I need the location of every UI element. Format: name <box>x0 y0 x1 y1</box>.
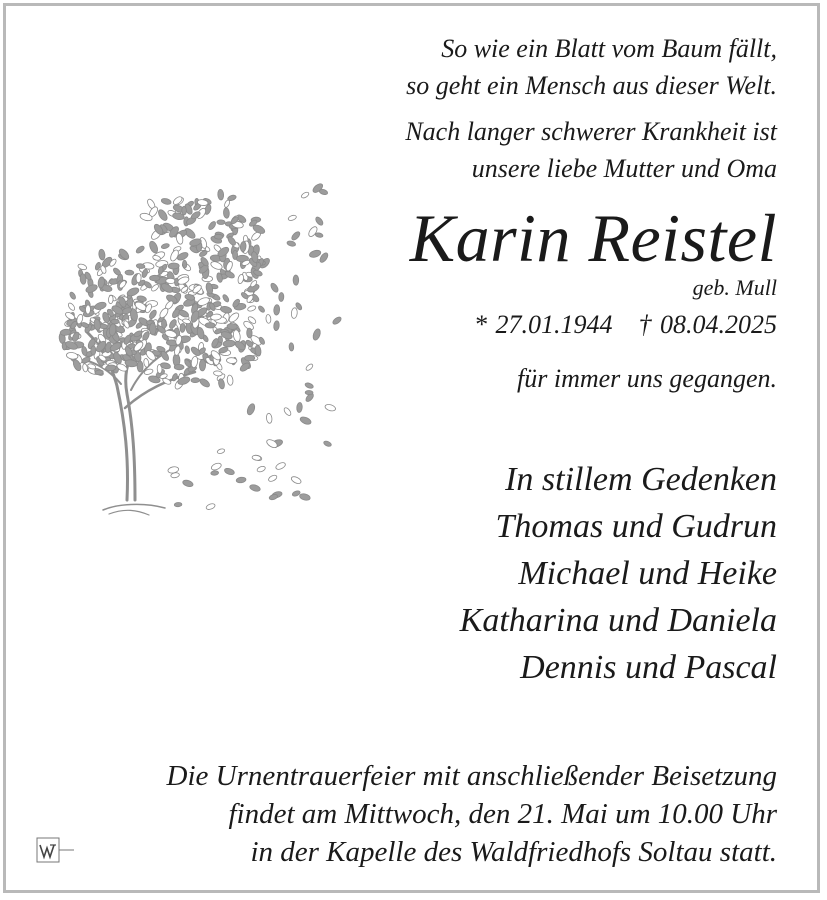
leaf <box>143 358 149 367</box>
leaf <box>217 448 225 454</box>
leaf <box>150 283 159 292</box>
verse-line-1: So wie ein Blatt vom Baum fällt, <box>441 34 777 63</box>
service-line-1: Die Urnentrauerfeier mit anschließender Beisetzung <box>166 760 777 792</box>
leaf <box>136 263 145 268</box>
leaf <box>135 245 145 255</box>
leaf <box>218 378 225 389</box>
leaf <box>286 240 296 247</box>
leaf <box>323 440 332 447</box>
leaf <box>309 249 322 259</box>
leaf <box>304 382 314 389</box>
intro-text <box>405 113 777 187</box>
leaf <box>249 484 261 493</box>
leaf <box>223 208 230 219</box>
leaf <box>168 263 179 269</box>
leaf <box>182 479 194 488</box>
mourners-block <box>460 456 777 691</box>
leaf <box>171 373 178 382</box>
leaf <box>223 340 236 348</box>
leaf <box>182 206 187 215</box>
leaf <box>85 283 99 294</box>
leaf <box>227 194 237 202</box>
leaf <box>268 474 278 483</box>
leaf <box>217 220 225 225</box>
leaf <box>64 311 76 321</box>
life-dates <box>474 307 777 343</box>
maiden-name: geb. Mull <box>692 275 777 300</box>
publisher-logo-icon <box>36 836 76 866</box>
service-line-3: in der Kapelle des Waldfriedhofs Soltau statt. <box>250 836 777 868</box>
leaf <box>77 263 87 271</box>
verse <box>406 30 777 104</box>
intro-line-1: Nach langer schwerer Krankheit ist <box>405 117 777 146</box>
leaf <box>227 375 234 386</box>
leaf <box>314 216 324 227</box>
leaf <box>245 355 255 361</box>
leaf <box>190 356 198 368</box>
leaf <box>182 260 187 268</box>
leaf <box>207 220 217 231</box>
leaf <box>137 361 143 372</box>
mourner-name: Michael und Heike <box>518 555 777 592</box>
leaf <box>290 475 302 485</box>
leaf <box>172 195 183 206</box>
leaf <box>246 403 256 416</box>
service-notice <box>167 757 778 871</box>
leaf <box>222 294 230 303</box>
leaf <box>299 416 312 426</box>
leaf <box>149 323 156 335</box>
leaf <box>324 403 336 412</box>
leaf <box>247 328 253 338</box>
leaf <box>224 467 235 476</box>
mourners-heading: In stillem Gedenken <box>505 461 777 498</box>
leaf <box>125 270 134 275</box>
leaf <box>265 438 278 449</box>
leaf <box>108 295 113 304</box>
mourner-name: Thomas und Gudrun <box>495 508 777 545</box>
windblown-tree-icon <box>45 158 345 520</box>
leaf <box>332 316 343 326</box>
leaf <box>252 455 261 461</box>
leaf <box>199 359 206 371</box>
leaf <box>296 402 302 412</box>
leaf <box>69 291 77 300</box>
birth-date: * 27.01.1944 <box>474 310 613 339</box>
leaf <box>111 319 119 324</box>
leaf <box>279 292 284 301</box>
leaf <box>198 377 210 388</box>
leaf <box>288 214 297 221</box>
leaf <box>227 323 238 330</box>
leaf <box>266 314 272 323</box>
leaf <box>213 370 222 376</box>
leaf <box>191 378 200 383</box>
leaf <box>158 307 169 319</box>
leaf <box>257 305 265 313</box>
leaf <box>105 365 116 372</box>
leaf <box>210 462 222 471</box>
leaf <box>290 230 301 241</box>
leaf <box>247 305 256 312</box>
leaf <box>236 477 246 484</box>
leaf <box>237 274 244 284</box>
leaf <box>315 232 324 238</box>
leaf <box>180 323 186 332</box>
leaf <box>312 328 322 341</box>
leaf <box>273 321 280 331</box>
leaf <box>273 304 280 315</box>
passed-line: für immer uns gegangen. <box>517 364 777 393</box>
leaf <box>136 273 141 282</box>
leaf <box>266 413 273 424</box>
leaf <box>227 235 237 246</box>
leaf <box>82 363 88 372</box>
leaf <box>270 282 280 293</box>
leaf <box>299 493 311 502</box>
leaf <box>161 243 170 250</box>
leaf <box>196 327 205 340</box>
leaf <box>256 465 266 473</box>
leaf <box>291 308 298 319</box>
deceased-name: Karin Reistel <box>409 200 777 276</box>
mourner-name: Katharina und Daniela <box>459 602 777 639</box>
leaf <box>214 234 223 239</box>
leaf <box>174 364 184 370</box>
leaf <box>161 319 166 328</box>
leaf <box>166 278 176 283</box>
leaf <box>150 275 160 281</box>
leaf <box>283 407 292 417</box>
leaf <box>161 197 172 205</box>
leaf <box>66 352 78 360</box>
leaf <box>293 275 299 285</box>
verse-line-2: so geht ein Mensch aus dieser Welt. <box>406 71 777 100</box>
leaf <box>157 208 169 222</box>
leaf <box>174 502 182 507</box>
leaf <box>240 241 246 252</box>
leaf <box>184 345 190 354</box>
mourner-name: Dennis und Pascal <box>520 649 777 686</box>
leaf <box>98 249 105 260</box>
leaf <box>275 461 287 471</box>
leaf <box>300 191 309 199</box>
intro-line-2: unsere liebe Mutter und Oma <box>471 154 777 183</box>
leaf <box>305 390 313 394</box>
leaf <box>217 189 224 200</box>
leaf <box>91 346 96 355</box>
leaf <box>148 240 159 254</box>
service-line-2: findet am Mittwoch, den 21. Mai um 10.00 Uhr <box>228 798 777 830</box>
leaf <box>269 493 279 500</box>
leaf <box>81 346 88 356</box>
death-date: † 08.04.2025 <box>638 310 777 339</box>
leaf <box>205 323 215 329</box>
leaf <box>80 322 89 329</box>
leaf <box>289 343 294 352</box>
leaf <box>305 363 314 372</box>
tree-leaves <box>59 182 343 511</box>
leaf <box>211 470 219 475</box>
leaf <box>205 503 215 511</box>
leaf <box>67 302 76 311</box>
leaf <box>226 357 237 363</box>
leaf <box>85 305 90 314</box>
